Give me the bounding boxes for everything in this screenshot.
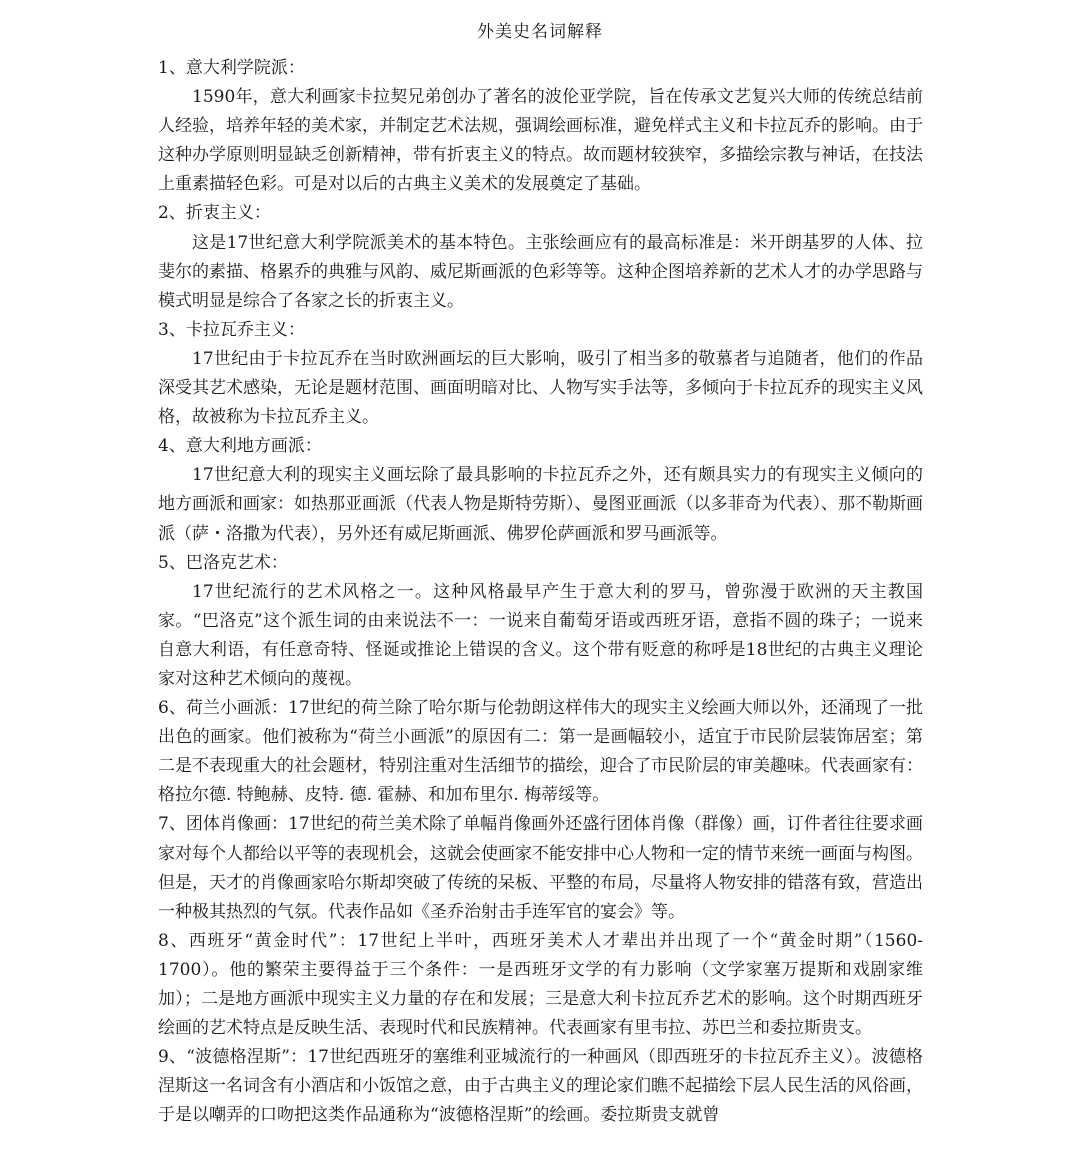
document-body [158,54,923,1130]
section-1-heading: 1、意大利学院派： [158,58,305,78]
section-2-body: 这是17世纪意大利学院派美术的基本特色。主张绘画应有的最高标准是：米开朗基罗的人体、拉斐尔的素描、格累乔的典雅与风韵、威尼斯画派的色彩等等。这种企图培养新的艺术人才的办学思路与模式明显是综合了各家之长的折衷主义。 [158,232,923,311]
section-5-heading: 5、巴洛克艺术： [158,552,288,573]
section-6-block: 6、荷兰小画派：17世纪的荷兰除了哈尔斯与伦勃朗这样伟大的现实主义绘画大师以外，还涌现了一批出色的画家。他们被称为“荷兰小画派”的原因有二：第一是画幅较小，适宜于市民阶层装饰居室；第二是不表现重大的社会题材，特别注重对生活细节的描绘，迎合了市民阶层的审美趣味。代表画家有：格拉尔德. 特鲍赫、皮特. 德. 霍赫、和加布里尔. 梅蒂绥等。 [158,698,923,806]
section-4-body: 17世纪意大利的现实主义画坛除了最具影响的卡拉瓦乔之外，还有颇具实力的有现实主义倾向的地方画派和画家：如热那亚画派（代表人物是斯特劳斯）、曼图亚画派（以多菲奇为代表）、那不勒斯画派（萨・洛撒为代表），另外还有威尼斯画派、佛罗伦萨画派和罗马画派等。 [158,465,923,544]
section-3-body: 17世纪由于卡拉瓦乔在当时欧洲画坛的巨大影响，吸引了相当多的敬慕者与追随者，他们的作品深受其艺术感染，无论是题材范围、画面明暗对比、人物写实手法等，多倾向于卡拉瓦乔的现实主义风格，故被称为卡拉瓦乔主义。 [158,348,923,428]
section-5-body: 17世纪流行的艺术风格之一。这种风格最早产生于意大利的罗马，曾弥漫于欧洲的天主教国家。“巴洛克”这个派生词的由来说法不一：一说来自葡萄牙语或西班牙语，意指不圆的珠子；一说来自意大利语，有任意奇特、怪诞或推论上错误的含义。这个带有贬意的称呼是18世纪的古典主义理论家对这种艺术倾向的蔑视。 [158,581,923,689]
section-9-block: 9、“波德格涅斯”：17世纪西班牙的塞维利亚城流行的一种画风（即西班牙的卡拉瓦乔主义）。波德格涅斯这一名词含有小酒店和小饭馆之意，由于古典主义的理论家们瞧不起描绘下层人民生活的风俗画，于是以嘲弄的口吻把这类作品通称为“波德格涅斯”的绘画。委拉斯贵支就曾 [158,1047,923,1126]
document-title: 外美史名词解释 [477,22,603,42]
section-4-heading: 4、意大利地方画派： [158,436,322,457]
section-3-heading: 3、卡拉瓦乔主义： [158,319,305,340]
section-8-block: 8、西班牙“黄金时代”：17世纪上半叶，西班牙美术人才辈出并出现了一个“黄金时期”（1560-1700）。他的繁荣主要得益于三个条件：一是西班牙文学的有力影响（文学家塞万提斯和戏剧家维加）；二是地方画派中现实主义力量的存在和发展；三是意大利卡拉瓦乔艺术的影响。这个时期西班牙绘画的艺术特点是反映生活、表现时代和民族精神。代表画家有里韦拉、苏巴兰和委拉斯贵支。 [158,930,923,1039]
section-7-block: 7、团体肖像画：17世纪的荷兰美术除了单幅肖像画外还盛行团体肖像（群像）画，订件者往往要求画家对每个人都给以平等的表现机会，这就会使画家不能安排中心人物和一定的情节来统一画面与构图。但是，天才的肖像画家哈尔斯却突破了传统的呆板、平整的布局，尽量将人物安排的错落有致，营造出一种极其热烈的气氛。代表作品如《圣乔治射击手连军官的宴会》等。 [158,814,923,922]
section-1-body: 1590年，意大利画家卡拉契兄弟创办了著名的波伦亚学院，旨在传承文艺复兴大师的传统总结前人经验，培养年轻的美术家，并制定艺术法规，强调绘画标准，避免样式主义和卡拉瓦乔的影响。由于这种办学原则明显缺乏创新精神，带有折衷主义的特点。故而题材较狭窄，多描绘宗教与神话，在技法上重素描轻色彩。可是对以后的古典主义美术的发展奠定了基础。 [158,87,923,195]
section-2-heading: 2、折衷主义： [158,203,271,224]
